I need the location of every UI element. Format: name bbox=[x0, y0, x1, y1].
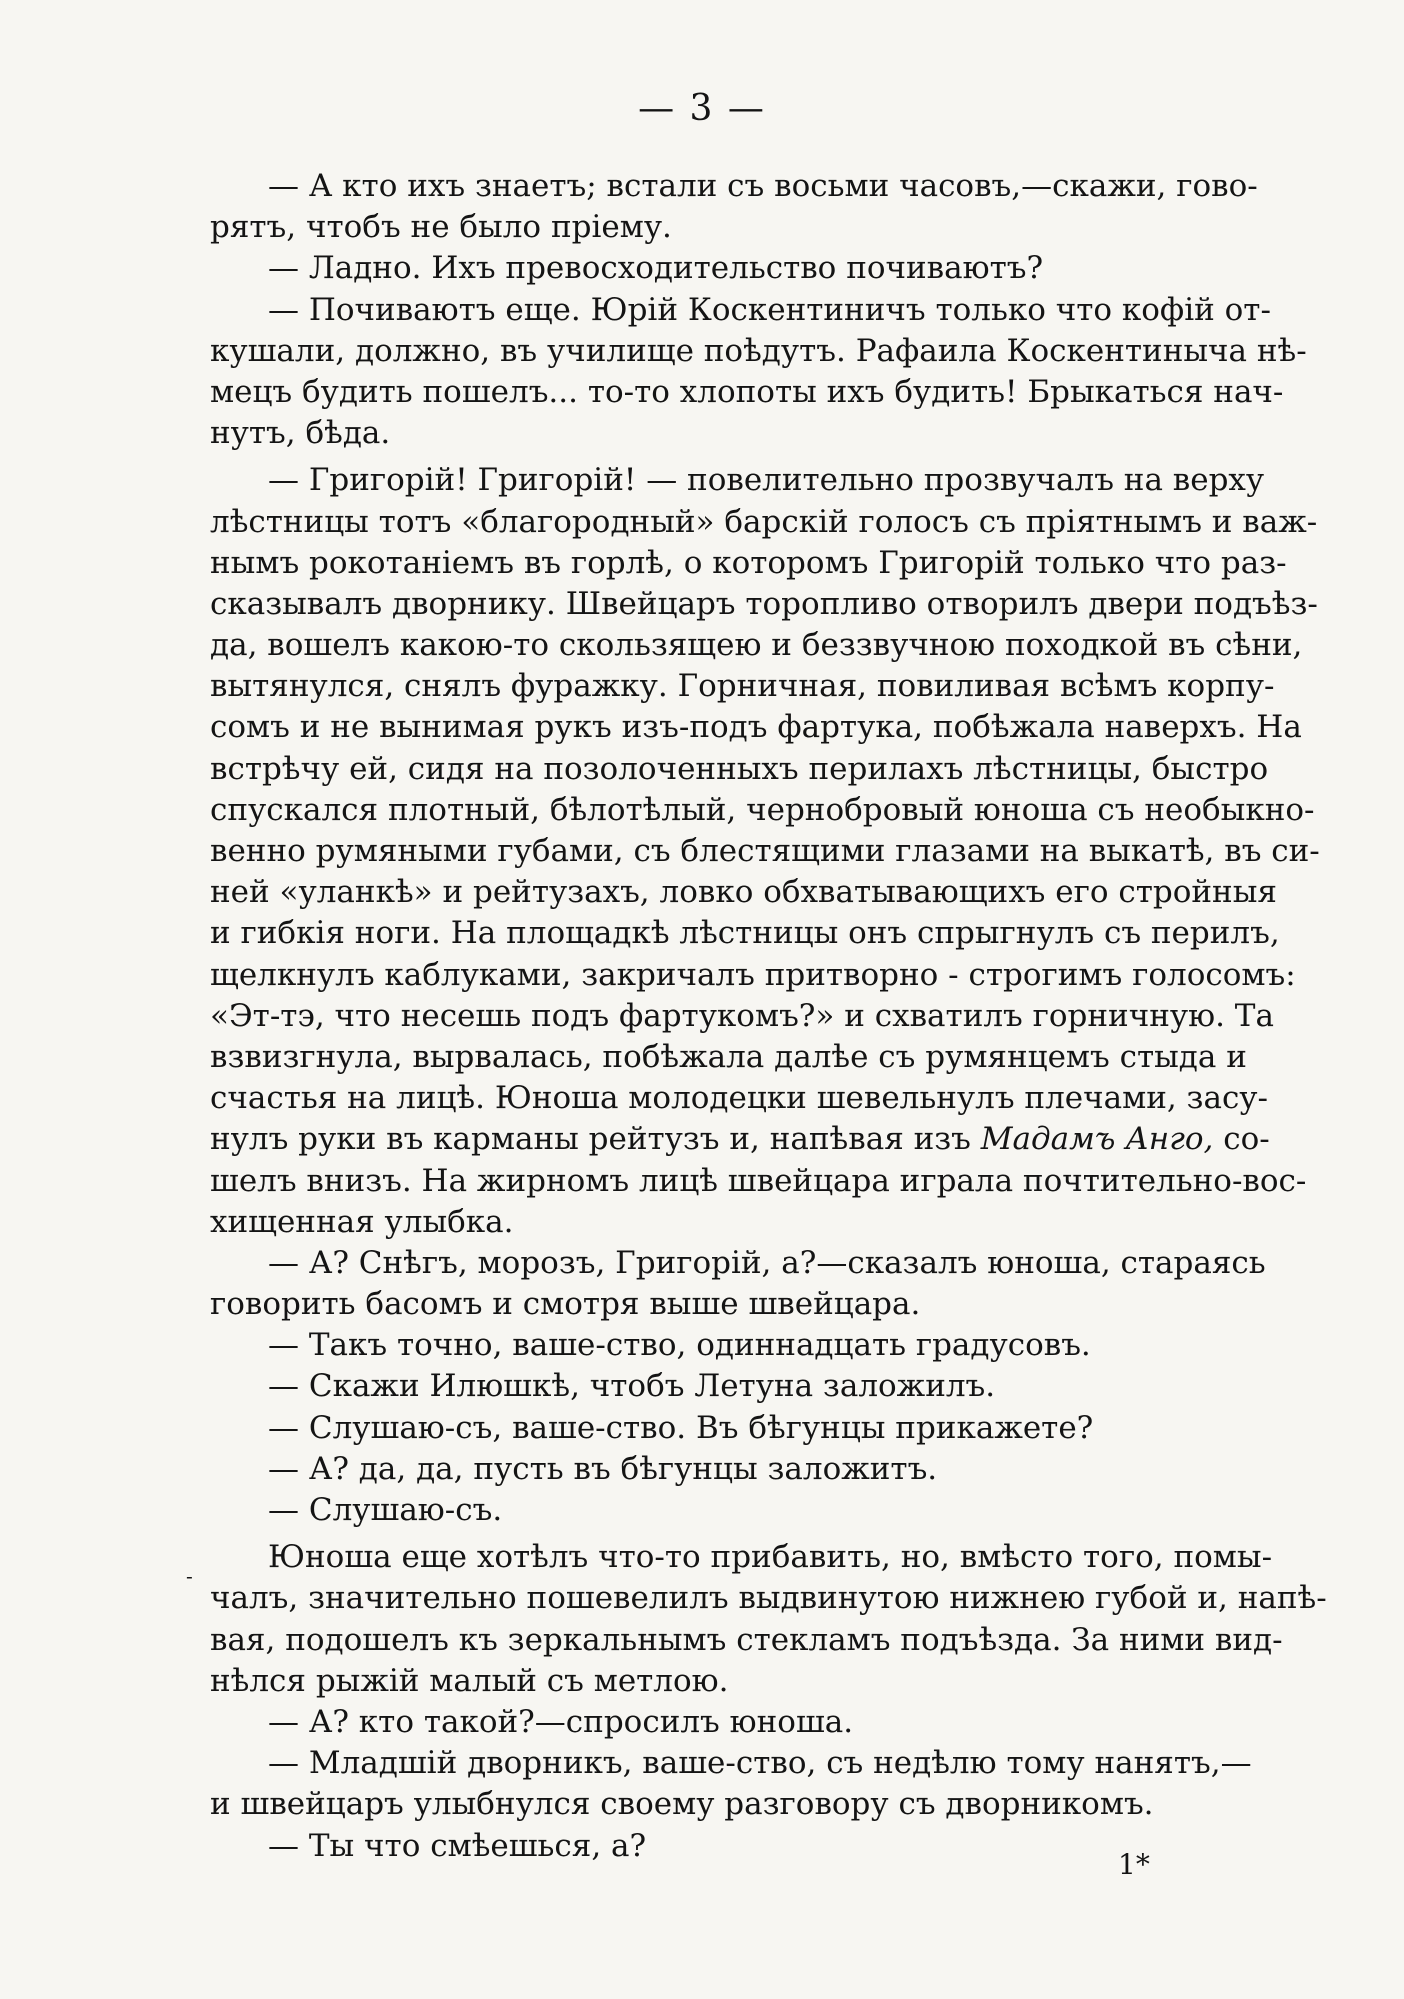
text-line: взвизгнула, вырвалась, побѣжала далѣе съ румянцемъ стыда и bbox=[210, 1038, 1247, 1075]
page-text bbox=[210, 166, 1327, 1867]
text-line-with-italic bbox=[210, 1119, 1270, 1160]
text-line: — А? Снѣгъ, морозъ, Григорій, а?—сказалъ юноша, стараясь bbox=[268, 1244, 1266, 1281]
text-line: говорить басомъ и смотря выше швейцара. bbox=[210, 1286, 921, 1323]
text-line: ней «уланкѣ» и рейтузахъ, ловко обхватывающихъ его стройныя bbox=[210, 874, 1277, 911]
text-line: — А? да, да, пусть въ бѣгунцы заложитъ. bbox=[268, 1450, 938, 1487]
text-line: венно румяными губами, съ блестящими глазами на выкатѣ, въ си- bbox=[210, 833, 1320, 869]
text-line: — Григорій! Григорій! — повелительно прозвучалъ на верху bbox=[268, 462, 1265, 499]
text-line: нымъ рокотаніемъ въ горлѣ, о которомъ Григорій только что раз- bbox=[210, 544, 1287, 581]
text-line: «Эт-тэ, что несешь подъ фартукомъ?» и схватилъ горничную. Та bbox=[210, 997, 1274, 1034]
text-line: — А? кто такой?—спросилъ юноша. bbox=[268, 1703, 854, 1740]
text-line: сказывалъ дворнику. Швейцаръ торопливо отворилъ двери подъѣз- bbox=[210, 585, 1318, 622]
text-line: — Слушаю-съ, ваше-ство. Въ бѣгунцы прикажете? bbox=[268, 1409, 1094, 1446]
text-line: щелкнулъ каблуками, закричалъ притворно - строгимъ голосомъ: bbox=[210, 956, 1296, 993]
text-line: нѣлся рыжій малый съ метлою. bbox=[210, 1662, 729, 1699]
text-line: сомъ и не вынимая рукъ изъ-подъ фартука, побѣжала наверхъ. На bbox=[210, 709, 1302, 746]
text-line: мецъ будить пошелъ... то-то хлопоты ихъ будить! Брыкаться нач- bbox=[210, 373, 1284, 410]
text-line: кушали, должно, въ училище поѣдутъ. Рафаила Коскентиныча нѣ- bbox=[210, 332, 1307, 369]
text-line: нутъ, бѣда. bbox=[210, 415, 391, 452]
text-line: лѣстницы тотъ «благородный» барскій голосъ съ пріятнымъ и важ- bbox=[210, 503, 1318, 540]
text-line: вытянулся, снялъ фуражку. Горничная, повиливая всѣмъ корпу- bbox=[210, 668, 1275, 705]
italic-title: Мадамъ Анго, bbox=[980, 1121, 1214, 1158]
text-line: — Ладно. Ихъ превосходительство почиваютъ? bbox=[268, 250, 1044, 287]
text-line: спускался плотный, бѣлотѣлый, чернобровый юноша съ необыкно- bbox=[210, 791, 1315, 828]
stray-print-mark: - bbox=[186, 1564, 193, 1588]
text-line: — Слушаю-съ. bbox=[268, 1492, 503, 1528]
page-number: — 3 — bbox=[638, 88, 766, 129]
line-text-before: нулъ руки въ карманы рейтузъ и, напѣвая изъ bbox=[210, 1121, 981, 1158]
text-line: шелъ внизъ. На жирномъ лицѣ швейцара играла почтительно-вос- bbox=[210, 1162, 1307, 1199]
text-line: чалъ, значительно пошевелилъ выдвинутою нижнею губой и, напѣ- bbox=[210, 1580, 1327, 1617]
text-line: да, вошелъ какою-то скользящею и беззвучною походкой въ сѣни, bbox=[210, 627, 1303, 664]
text-line: — Почиваютъ еще. Юрій Коскентиничъ только что кофій от- bbox=[268, 291, 1271, 328]
text-line: — Младшій дворникъ, ваше-ство, съ недѣлю тому нанятъ,— bbox=[268, 1745, 1252, 1782]
text-line: — Скажи Илюшкѣ, чтобъ Летуна заложилъ. bbox=[268, 1368, 996, 1405]
text-line: счастья на лицѣ. Юноша молодецки шевельнулъ плечами, засу- bbox=[210, 1080, 1269, 1117]
text-line: — А кто ихъ знаетъ; встали съ восьми часовъ,—скажи, гово- bbox=[268, 168, 1258, 204]
signature-mark: 1* bbox=[1118, 1848, 1150, 1881]
text-line: Юноша еще хотѣлъ что-то прибавить, но, вмѣсто того, помы- bbox=[268, 1539, 1273, 1576]
text-line: и гибкія ноги. На площадкѣ лѣстницы онъ спрыгнулъ съ перилъ, bbox=[210, 915, 1280, 952]
text-line: вая, подошелъ къ зеркальнымъ стекламъ подъѣзда. За ними вид- bbox=[210, 1621, 1283, 1658]
text-line: рятъ, чтобъ не было пріему. bbox=[210, 209, 672, 246]
text-line: встрѣчу ей, сидя на позолоченныхъ перилахъ лѣстницы, быстро bbox=[210, 750, 1269, 787]
text-line: хищенная улыбка. bbox=[210, 1203, 514, 1240]
text-line: и швейцаръ улыбнулся своему разговору съ дворникомъ. bbox=[210, 1786, 1154, 1823]
text-line: — Такъ точно, ваше-ство, одиннадцать градусовъ. bbox=[268, 1327, 1091, 1364]
text-line: — Ты что смѣешься, а? bbox=[268, 1827, 647, 1864]
line-text-after: со- bbox=[1213, 1121, 1270, 1158]
